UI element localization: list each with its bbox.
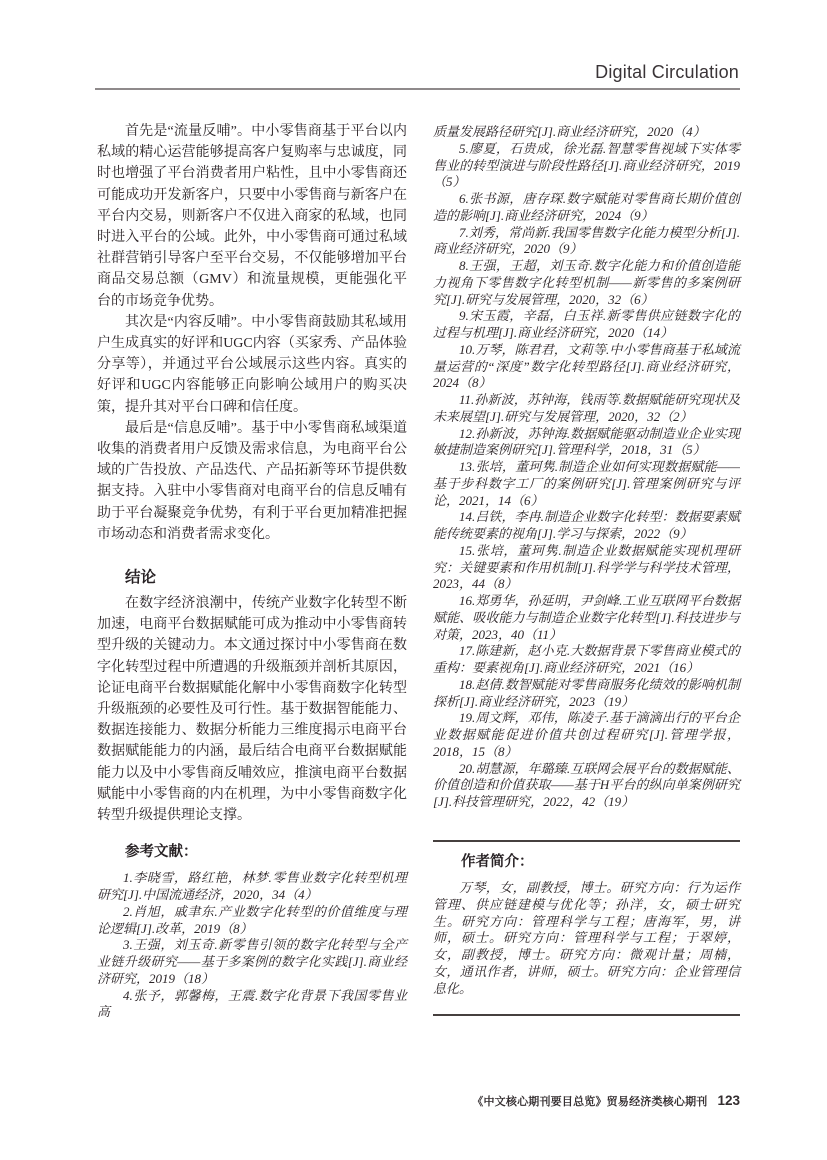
reference-item-11: 11.孙新波，苏钟海，钱雨等.数据赋能研究现状及未来展望[J].研究与发展管理，2020，32（2）	[433, 392, 740, 424]
reference-item-14: 14.吕铁，李冉.制造企业数字化转型：数据要素赋能传统要素的视角[J].学习与探索，2022（9）	[433, 509, 740, 541]
author-bio-heading: 作者简介：	[461, 853, 534, 870]
reference-item-12: 12.孙新波，苏钟海.数据赋能驱动制造业企业实现敏捷制造案例研究[J].管理科学，2018，31（5）	[433, 425, 740, 458]
reference-item-20: 20.胡慧源，年璐臻.互联网会展平台的数据赋能、价值创造和价值获取——基于H平台的纵向单案例研究[J].科技管理研究，2022，42（19）	[433, 760, 740, 809]
reference-item-5: 5.廖夏，石贵成，徐光磊.智慧零售视域下实体零售业的转型演进与阶段性路径[J].商业经济研究，2019（5）	[433, 140, 740, 190]
reference-item-2: 2.肖旭，戚聿东.产业数字化转型的价值维度与理论逻辑[J].改革，2019（8）	[97, 903, 407, 936]
page-header-journal-title: Digital Circulation	[595, 62, 739, 82]
reference-item-13: 13.张培，董珂隽.制造企业如何实现数据赋能——基于步科数字工厂的案例研究[J].管理案例研究与评论，2021，14（6）	[433, 459, 740, 508]
reference-item-9: 9.宋玉霞，辛磊，白玉祥.新零售供应链数字化的过程与机理[J].商业经济研究，2020（14）	[433, 308, 740, 340]
body-paragraph-traffic-feedback: 首先是“流量反哺”。中小零售商基于平台以内私域的精心运营能够提高客户复购率与忠诚度，同时也增强了平台消费者用户粘性，且中小零售商还可能成功开发新客户，只要中小零售商与新客户在平台内交易，则新客户不仅进入商家的私域，也同时进入平台的公域。此外，中小零售商可通过私域社群营销引导客户至平台交易，不仅能够增加平台商品交易总额（GMV）和流量规模，更能强化平台的市场竞争优势。	[97, 124, 407, 309]
left-column	[97, 121, 407, 1021]
reference-item-17: 17.陈建新，赵小克.大数据背景下零售商业模式的重构：要素视角[J].商业经济研究，2021（16）	[433, 643, 740, 675]
author-bio-text: 万琴，女，副教授，博士。研究方向：行为运作管理、供应链建模与优化等；孙洋，女，硕士研究生。研究方向：管理科学与工程；唐海军，男，讲师，硕士。研究方向：管理科学与工程；于翠婷，女，副教授，博士。研究方向：微观计量；周楠，女，通讯作者，讲师，硕士。研究方向：企业管理信息化。	[433, 879, 740, 997]
author-bio-section	[433, 840, 740, 1016]
body-paragraph-information-feedback: 最后是“信息反哺”。基于中小零售商私域渠道收集的消费者用户反馈及需求信息，为电商平台公域的广告投放、产品迭代、产品拓新等环节提供数据支持。入驻中小零售商对电商平台的信息反哺有助于平台凝聚竞争优势，有利于平台更加精准把握市场动态和消费者需求变化。	[97, 420, 407, 542]
reference-item-6: 6.张书源，唐存琛.数字赋能对零售商长期价值创造的影响[J].商业经济研究，2024（9）	[433, 191, 740, 223]
reference-item-15: 15.张培，董珂隽.制造企业数据赋能实现机理研究：关键要素和作用机制[J].科学学与科学技术管理，2023，44（8）	[433, 542, 740, 592]
conclusion-heading: 结论	[125, 569, 157, 587]
footer-page-number: 123	[717, 1093, 740, 1108]
reference-item-19: 19.周文辉，邓伟，陈凌子.基于滴滴出行的平台企业数据赋能促进价值共创过程研究[J].管理学报，2018，15（8）	[433, 710, 740, 759]
conclusion-paragraph: 在数字经济浪潮中，传统产业数字化转型不断加速，电商平台数据赋能可成为推动中小零售商转型升级的关键动力。本文通过探讨中小零售商在数字化转型过程中所遭遇的升级瓶颈并剖析其原因，论证电商平台数据赋能化解中小零售商数字化转型升级瓶颈的必要性及可行性。基于数据智能能力、数据连接能力、数据分析能力三维度揭示电商平台数据赋能能力的内涵，最后结合电商平台数据赋能能力以及中小零售商反哺效应，推演电商平台数据赋能中小零售商的内在机理，为中小零售商数字化转型升级提供理论支撑。	[97, 596, 407, 824]
reference-item-4-continuation: 质量发展路径研究[J].商业经济研究，2020（4）	[433, 124, 706, 139]
reference-item-10: 10.万琴，陈君君，文莉等.中小零售商基于私域流量运营的“深度”数字化转型路径[J].商业经济研究，2024（8）	[433, 341, 740, 391]
body-paragraph-content-feedback: 其次是“内容反哺”。中小零售商鼓励其私域用户生成真实的好评和UGC内容（买家秀、产品体验分享等），并通过平台公域展示这些内容。真实的好评和UGC内容能够正向影响公域用户的购买决策，提升其对平台口碑和信任度。	[97, 314, 407, 415]
reference-item-7: 7.刘秀，常尚新.我国零售数字化能力模型分析[J].商业经济研究，2020（9）	[433, 224, 740, 257]
reference-item-1: 1.李晓雪，路红艳，林梦.零售业数字化转型机理研究[J].中国流通经济，2020，34（4）	[97, 870, 407, 903]
footer-journal-note: 《中文核心期刊要目总览》贸易经济类核心期刊	[472, 1096, 708, 1108]
reference-item-8: 8.王强，王超，刘玉奇.数字化能力和价值创造能力视角下零售数字化转型机制——新零售的多案例研究[J].研究与发展管理，2020，32（6）	[433, 258, 740, 307]
page-footer	[472, 1093, 740, 1109]
header-divider-line	[95, 88, 740, 90]
reference-item-16: 16.郑勇华，孙延明，尹剑峰.工业互联网平台数据赋能、吸收能力与制造企业数字化转型[J].科技进步与对策，2023，40（11）	[433, 593, 740, 642]
reference-item-18: 18.赵倩.数智赋能对零售商服务化绩效的影响机制探析[J].商业经济研究，2023（19）	[433, 676, 740, 709]
reference-item-3: 3.王强，刘玉奇.新零售引领的数字化转型与全产业链升级研究——基于多案例的数字化实践[J].商业经济研究，2019（18）	[97, 937, 407, 986]
references-heading: 参考文献：	[125, 844, 198, 861]
reference-item-4: 4.张予，郭馨梅，王震.数字化背景下我国零售业高	[97, 987, 407, 1020]
right-column	[433, 124, 740, 1016]
